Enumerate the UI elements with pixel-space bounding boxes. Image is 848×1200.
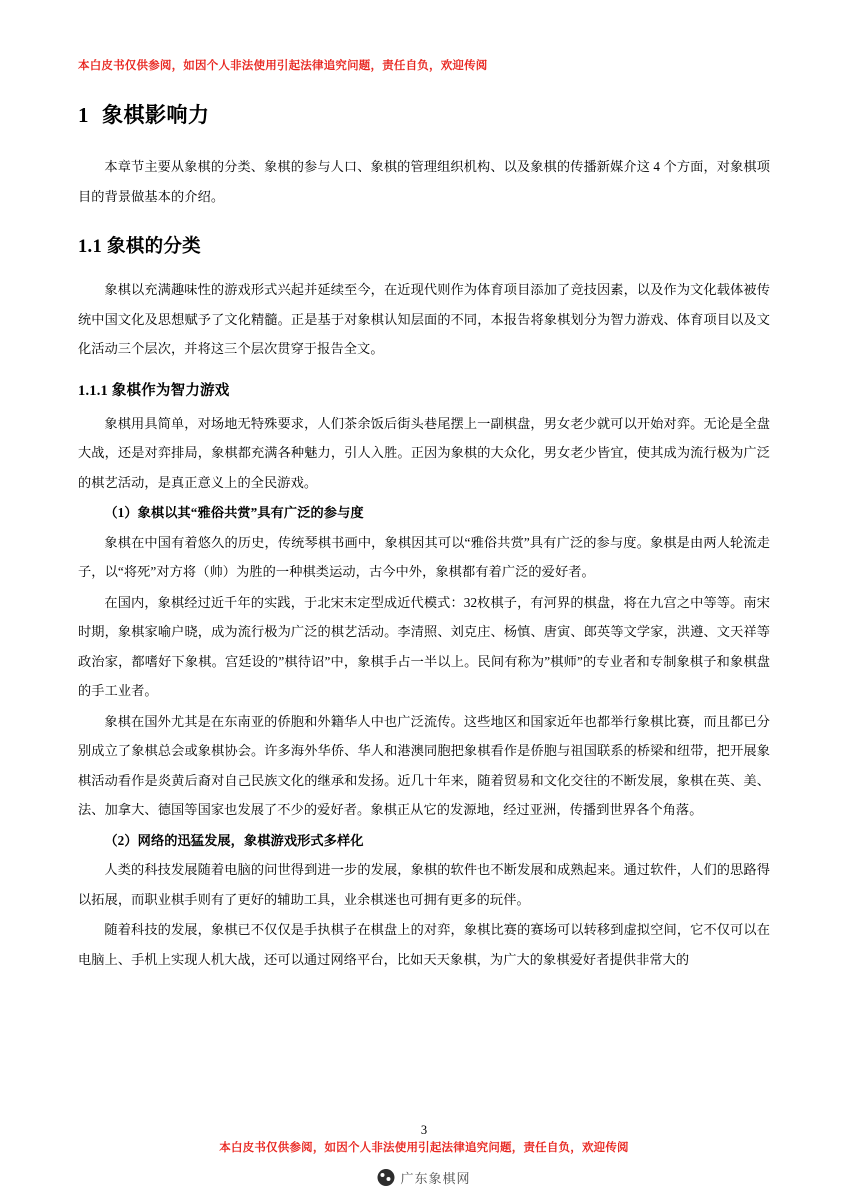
block-2-paragraph-1: 人类的科技发展随着电脑的问世得到进一步的发展，象棋的软件也不断发展和成熟起来。通过软件，人们的思路得以拓展，而职业棋手则有了更好的辅助工具，业余棋迷也可拥有更多的玩伴。 [78, 862, 770, 907]
footer-logo [377, 1168, 470, 1187]
chess-logo-icon [377, 1169, 394, 1186]
footer-logo-label: 广东象棋网 [400, 1171, 471, 1186]
section-paragraph: 象棋以充满趣味性的游戏形式兴起并延续至今，在近现代则作为体育项目添加了竞技因素，以及作为文化载体被传统中国文化及思想赋予了文化精髓。正是基于对象棋认知层面的不同，本报告将象棋划分为智力游戏、体育项目以及文化活动三个层次，并将这三个层次贯穿于报告全文。 [78, 282, 770, 356]
section-heading [78, 233, 770, 261]
page-number: 3 [420, 1123, 428, 1137]
intro-paragraph: 本章节主要从象棋的分类、象棋的参与人口、象棋的管理组织机构、以及象棋的传播新媒介这 4 个方面，对象棋项目的背景做基本的介绍。 [78, 159, 770, 204]
block-1-paragraph-2: 在国内，象棋经过近千年的实践，于北宋末定型成近代模式：32枚棋子，有河界的棋盘，将在九宫之中等等。南宋时期，象棋家喻户晓，成为流行极为广泛的棋艺活动。李清照、刘克庄、杨慎、唐寅、郎英等文学家，洪遵、文天祥等政治家，都嗜好下象棋。宫廷设的”棋待诏”中，象棋手占一半以上。民间有称为”棋师”的专业者和专制象棋子和象棋盘的手工业者。 [78, 594, 770, 698]
block-1-paragraph-1: 象棋在中国有着悠久的历史，传统琴棋书画中，象棋因其可以“雅俗共赏”具有广泛的参与度。象棋是由两人轮流走子，以“将死”对方将（帅）为胜的一种棋类运动，古今中外，象棋都有着广泛的爱好者。 [78, 534, 770, 579]
watermark-bottom-text: 本白皮书仅供参阅，如因个人非法使用引起法律追究问题，责任自负，欢迎传阅 [219, 1142, 629, 1154]
block-2-paragraph-2: 随着科技的发展，象棋已不仅仅是手执棋子在棋盘上的对弈，象棋比赛的赛场可以转移到虚拟空间，它不仅可以在电脑上、手机上实现人机大战，还可以通过网络平台，比如天天象棋，为广大的象棋爱好者提供非常大的 [78, 922, 770, 967]
page-title [78, 100, 770, 130]
chapter-number: 1 [78, 103, 89, 127]
section-title-text: 象棋的分类 [106, 237, 201, 257]
block-heading-2: （2）网络的迅猛发展，象棋游戏形式多样化 [104, 832, 364, 848]
block-heading-1: （1）象棋以其“雅俗共赏”具有广泛的参与度 [104, 505, 364, 520]
subsection-number: 1.1.1 [78, 382, 108, 399]
block-1-paragraph-3: 象棋在国外尤其是在东南亚的侨胞和外籍华人中也广泛流传。这些地区和国家近年也都举行象棋比赛，而且都已分别成立了象棋总会或象棋协会。许多海外华侨、华人和港澳同胞把象棋看作是侨胞与祖国联系的桥梁和纽带，把开展象棋活动看作是炎黄后裔对自己民族文化的继承和发扬。近几十年来，随着贸易和文化交往的不断发展，象棋在英、美、法、加拿大、德国等国家也发展了不少的爱好者。象棋正从它的发源地，经过亚洲，传播到世界各个角落。 [78, 713, 770, 817]
subsection-heading [78, 380, 770, 402]
subsection-title-text: 象棋作为智力游戏 [111, 382, 230, 399]
page-content [78, 58, 770, 975]
chapter-title-text: 象棋影响力 [102, 103, 210, 127]
section-number: 1.1 [78, 237, 103, 257]
watermark-top-text: 本白皮书仅供参阅，如因个人非法使用引起法律追究问题，责任自负，欢迎传阅 [78, 60, 488, 72]
subsection-paragraph: 象棋用具简单，对场地无特殊要求，人们茶余饭后街头巷尾摆上一副棋盘，男女老少就可以开始对弈。无论是全盘大战，还是对弈排局，象棋都充满各种魅力，引人入胜。正因为象棋的大众化，男女老少皆宜，使其成为流行极为广泛的棋艺活动，是真正意义上的全民游戏。 [78, 415, 770, 490]
